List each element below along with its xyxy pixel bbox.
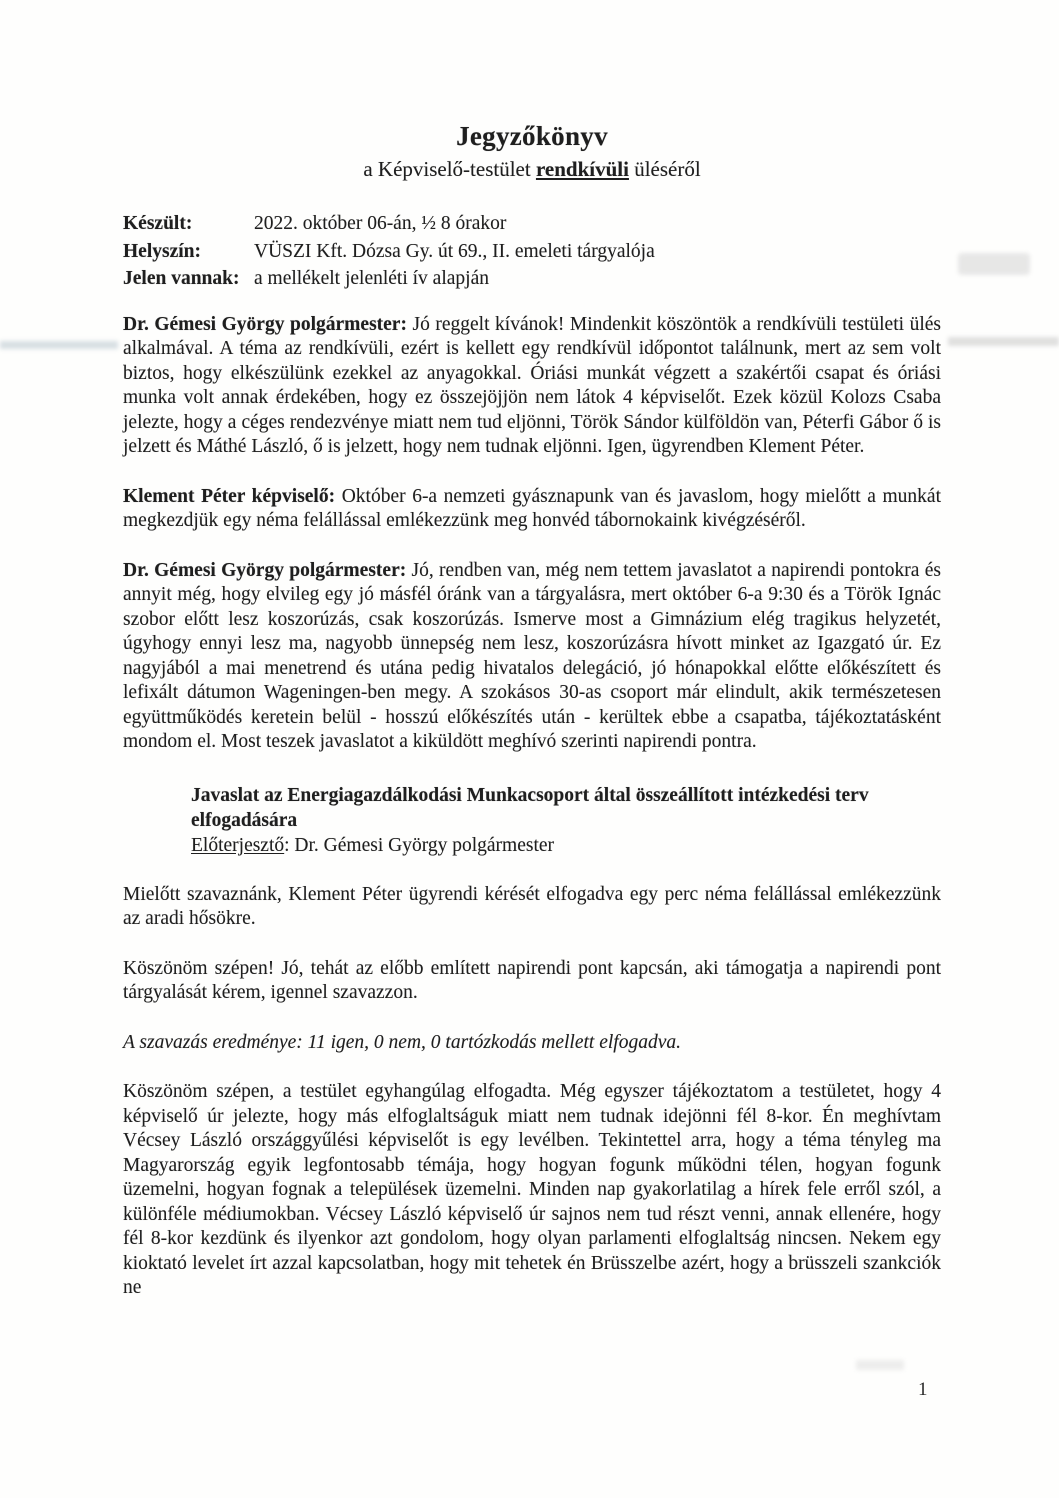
body-paragraph-vote-call: Köszönöm szépen! Jó, tehát az előbb említett napirendi pont kapcsán, aki támogatja a napirendi pont tárgyalását kérem, igennel szavazzon. — [123, 957, 941, 1003]
document-title: Jegyzőkönyv — [456, 121, 608, 151]
speech-paragraph-3 — [123, 559, 941, 755]
metadata-block — [123, 210, 941, 293]
presenter-label: Előterjesztő — [191, 834, 285, 856]
body-paragraph-closing: Köszönöm szépen, a testület egyhangúlag elfogadta. Még egyszer tájékoztatom a testületet, hogy 4 képviselő úr jelezte, hogy más elfoglaltságuk miatt nem tudnak idejönni fél 8-kor. Én meghívtam Vécsey László országgyűlési képviselőt is egy levélben. Tekintettel arra, hogy a téma tényleg ma Magyarország egyik legfontosabb témája, hogy hogyan fogunk működni télen, hogyan fogunk üzemelni, hogyan fognak a települések üzemelni. Minden nap gyakorlatilag a hírek fele erről szól, a különféle médiumokban. Vécsey László képviselő úr sajnos nem tud részt venni, annak ellenére, hogy fél 8-kor kezdünk és ilyenkor azt gondolom, hogy olyan parlamenti elfoglaltság nincsen. Nekem egy kioktató levelet írt azzal kapcsolatban, hogy mit tehetek én Brüsszelbe azért, hogy a brüsszeli szankciók ne — [123, 1081, 941, 1298]
speaker-name: Klement Péter képviselő: — [123, 485, 336, 507]
speech-paragraph-1 — [123, 313, 941, 460]
metadata-label: Helyszín: — [123, 240, 201, 262]
speaker-name: Dr. Gémesi György polgármester: — [123, 559, 407, 581]
agenda-proposal-title: Javaslat az Energiagazdálkodási Munkacsoport által összeállított intézkedési terv elfogadására — [191, 784, 869, 831]
scan-artifact-blob — [958, 253, 1030, 275]
speech-text: Jó, rendben van, még nem tettem javaslatot a napirendi pontokra és annyit még, hogy elvileg egy jó másfél óránk van a tárgyalásra, mert október 6-a 9:30 és a Török Ignác szobor előtt lesz koszorúzás, csak koszorúzás. Ismerve most a Gimnázium elég tragikus helyzetét, úgyhogy ennyi lesz ma, nagyobb ünnepség nem lesz, koszorúzásra hívott minket az Igazgató úr. Ez nagyjából a mai menetrend és utána pedig hivatalos delegáció, jó hónapokkal előtte előkészített és lefixált dátumon Wageningen-ben megy. A szokásos 30-as csoport már elindult, akik természetesen együttműködés keretein belül - hosszú előkészítés után - kerültek ebbe a csapatba, tájékoztatásként mondom el. Most teszek javaslatot a kiküldött meghívó szerinti napirendi pontra. — [123, 559, 941, 752]
metadata-label: Jelen vannak: — [123, 268, 240, 289]
presenter-value: : Dr. Gémesi György polgármester — [284, 834, 555, 856]
speech-text: Október 6-a nemzeti gyásznapunk van és javaslom, hogy mielőtt a munkát megkezdjük egy néma felállással emlékezzünk meg honvéd tábornokaink kivégzéséről. — [123, 485, 942, 531]
page-number: 1 — [918, 1379, 928, 1400]
document-subtitle — [123, 155, 941, 183]
agenda-proposal-block — [191, 783, 941, 858]
subtitle-suffix: üléséről — [628, 157, 701, 181]
body-paragraph-commemoration: Mielőtt szavaznánk, Klement Péter ügyrendi kérését elfogadva egy perc néma felállással emlékezzünk az aradi hősökre. — [123, 883, 941, 929]
metadata-value: VÜSZI Kft. Dózsa Gy. út 69., II. emeleti tárgyalója — [254, 240, 655, 262]
metadata-row-helyszin — [123, 238, 941, 266]
scan-artifact-streak-right — [948, 337, 1059, 346]
metadata-value: a mellékelt jelenléti ív alapján — [254, 268, 489, 289]
scan-artifact-streak-left — [0, 341, 118, 349]
metadata-label: Készült: — [123, 213, 193, 234]
speaker-name: Dr. Gémesi György polgármester: — [123, 313, 407, 335]
vote-result-line: A szavazás eredménye: 11 igen, 0 nem, 0 tartózkodás mellett elfogadva. — [123, 1031, 681, 1053]
subtitle-prefix: a Képviselő-testület — [363, 157, 536, 181]
speech-paragraph-2 — [123, 485, 941, 534]
metadata-value: 2022. október 06-án, ½ 8 órakor — [254, 213, 507, 234]
metadata-row-jelen-vannak — [123, 265, 941, 293]
scan-artifact-smudge — [856, 1360, 904, 1370]
metadata-row-keszult — [123, 210, 941, 238]
document-content — [123, 0, 941, 1301]
agenda-proposal-presenter — [191, 833, 941, 858]
subtitle-emphasis: rendkívüli — [535, 157, 629, 181]
speech-text: Jó reggelt kívánok! Mindenkit köszöntök a rendkívüli testületi ülés alkalmával. A téma az rendkívüli, ezért is kellett egy rendkívül időpontot találnunk, mert az sem volt biztos, hogy elkészülünk ezekkel az anyagokkal. Óriási munkát végzett a szakértői csapat és óriási munka volt annak érdekében, hogy ez összejöjjön nem látok 4 képviselőt. Ezek közül Kolozs Csaba jelezte, hogy a céges rendezvénye miatt nem tud eljönni, Török Sándor külföldön van, Péterfi Gábor ő is jelzett és Máthé László, ő is jelzett, hogy nem tudnak eljönni. Igen, ügyrendben Klement Péter. — [123, 313, 941, 457]
